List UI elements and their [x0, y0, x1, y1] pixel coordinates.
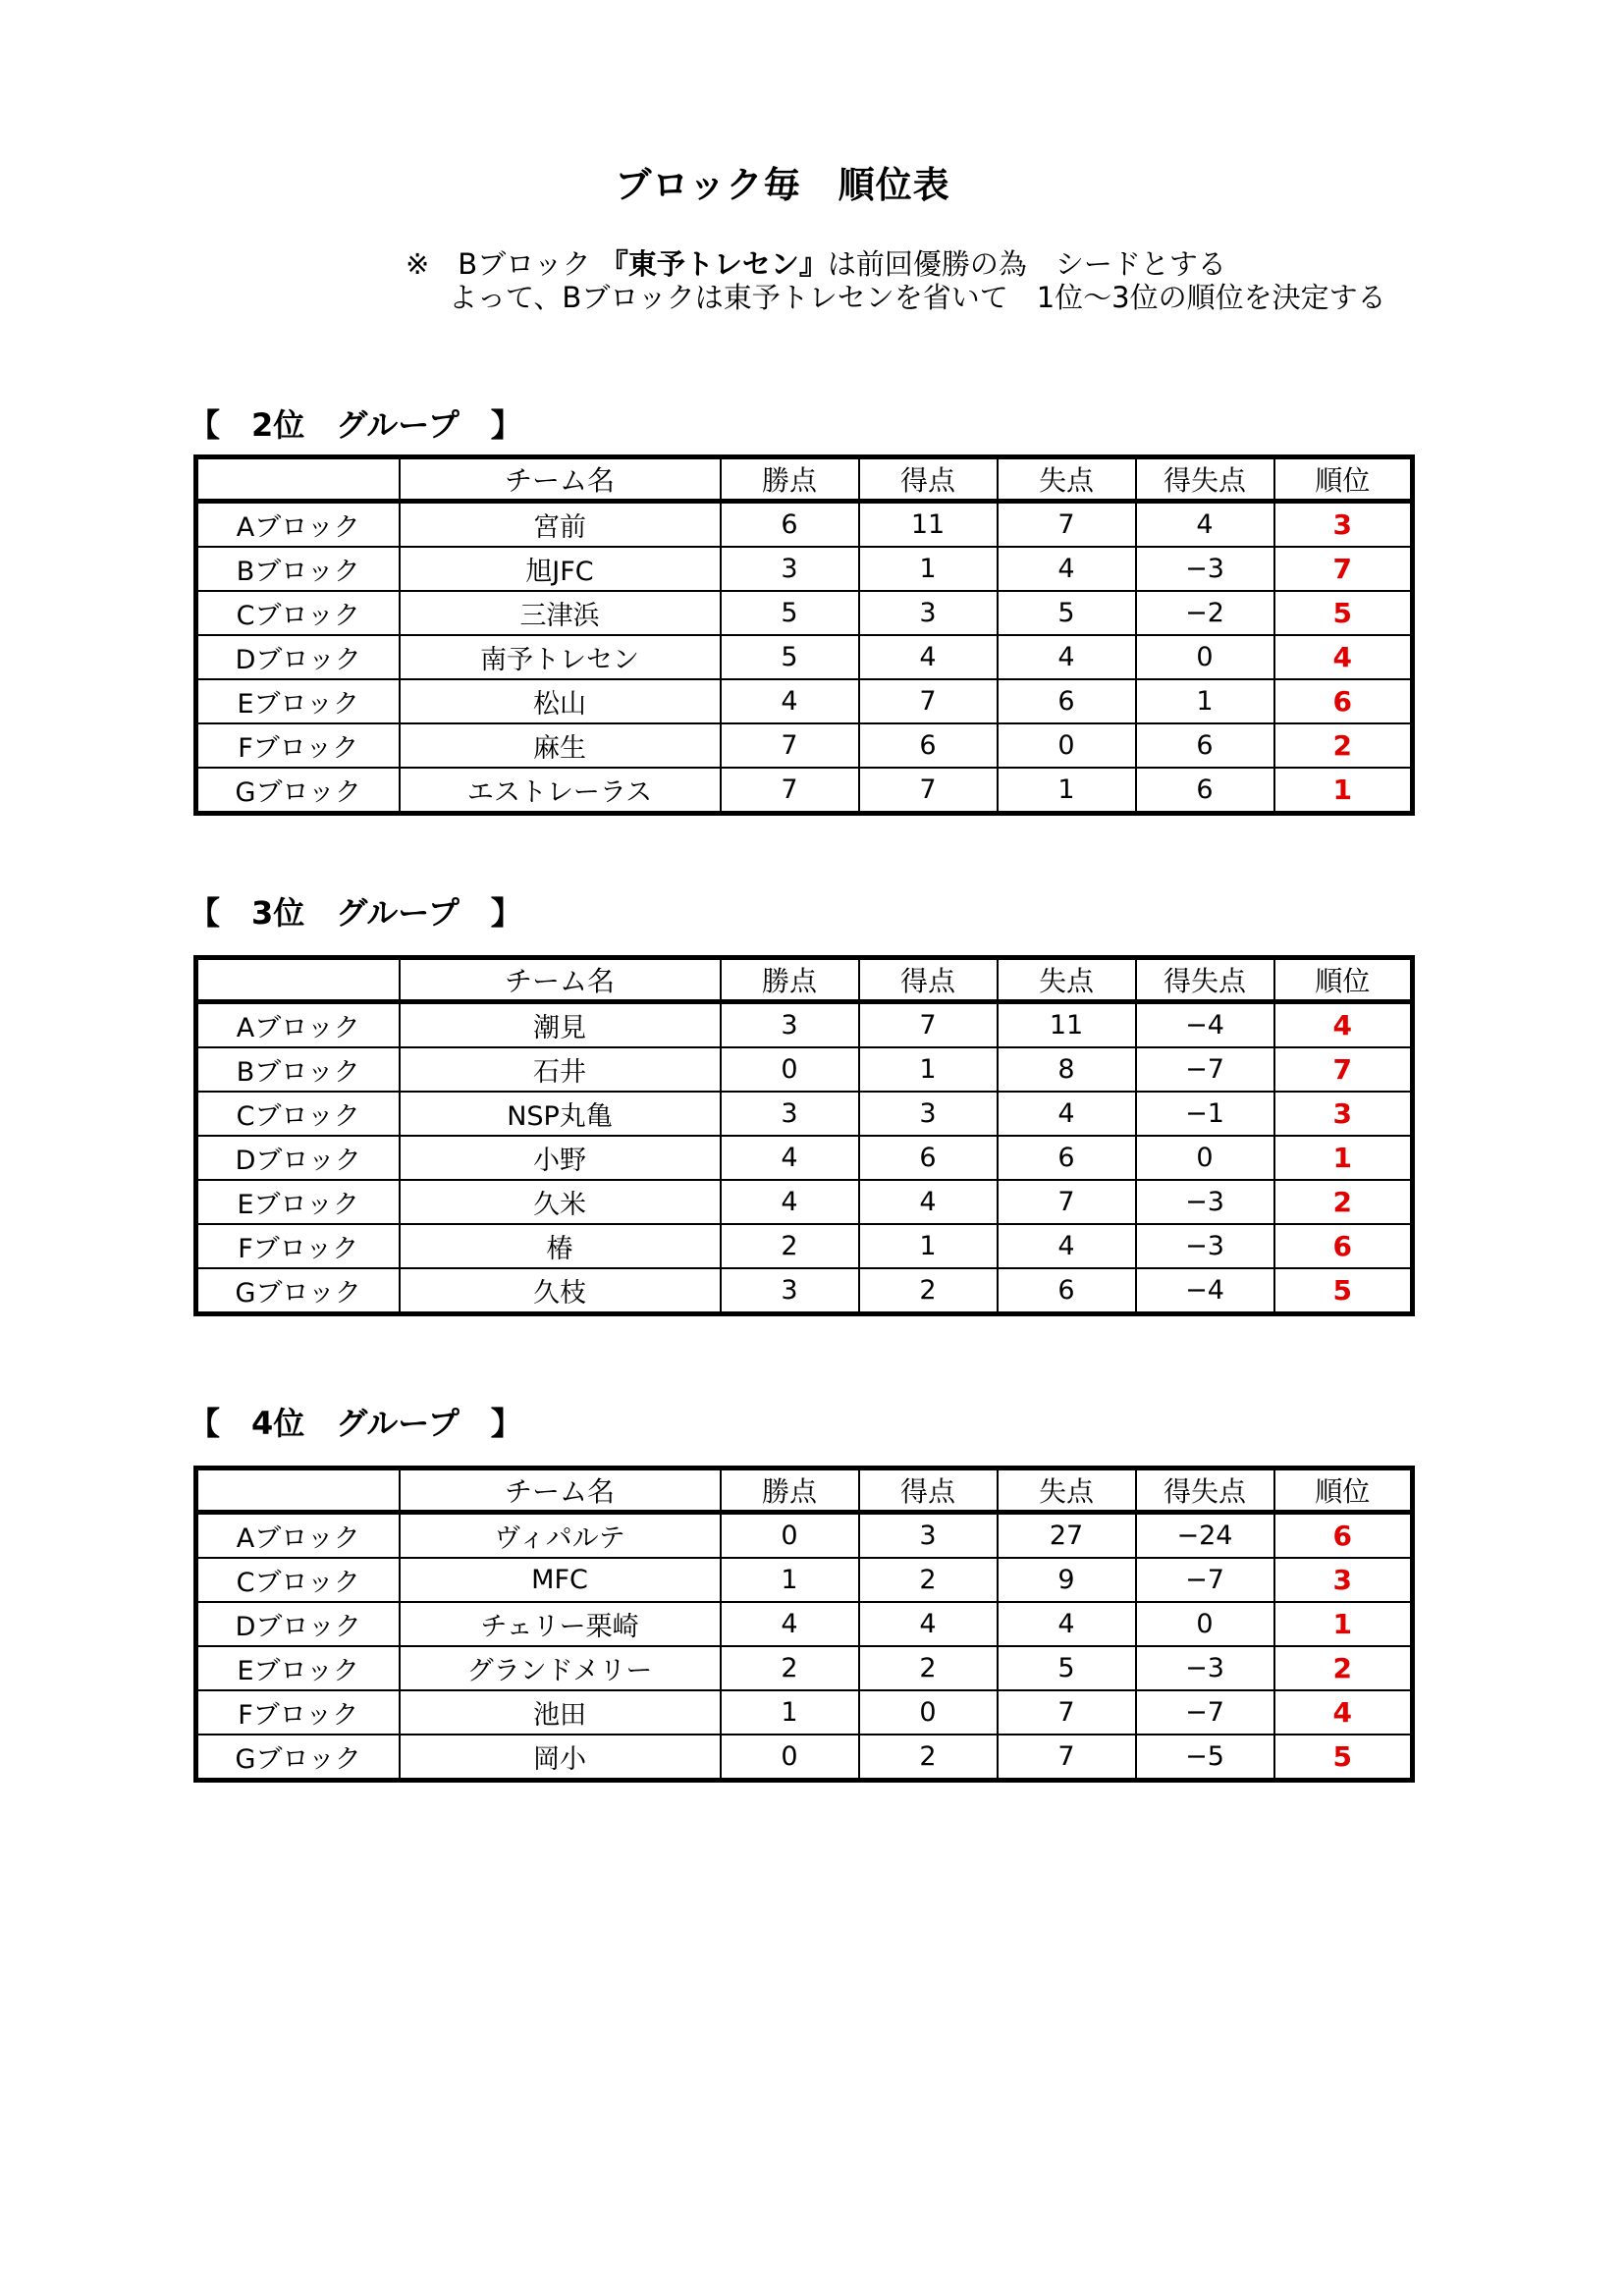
team-name-cell: 麻生	[400, 723, 721, 768]
goal-difference-cell: −4	[1136, 1002, 1274, 1048]
rank-cell: 3	[1274, 1092, 1413, 1136]
team-name-cell: MFC	[400, 1558, 721, 1602]
goal-difference-cell: −3	[1136, 1180, 1274, 1224]
goal-difference-cell: −7	[1136, 1047, 1274, 1092]
goal-difference-cell: −4	[1136, 1268, 1274, 1314]
seed-note-suffix: は前回優勝の為 シードとする	[827, 247, 1226, 281]
points-cell: 1	[721, 1690, 859, 1735]
points-cell: 3	[721, 1268, 859, 1314]
header-team-name: チーム名	[400, 958, 721, 1002]
block-cell: Eブロック	[196, 679, 400, 723]
group-heading-2nd: 【 2位 グループ 】	[189, 406, 522, 444]
goals-for-cell: 11	[859, 502, 998, 548]
block-cell: Fブロック	[196, 1690, 400, 1735]
goals-against-cell: 7	[998, 1180, 1136, 1224]
standings-table-4th	[193, 1466, 1415, 1783]
rank-cell: 2	[1274, 723, 1413, 768]
team-name-cell: 久枝	[400, 1268, 721, 1314]
block-cell: Aブロック	[196, 502, 400, 548]
goals-against-cell: 5	[998, 1646, 1136, 1690]
table-row	[196, 1513, 1413, 1559]
header-goals-for: 得点	[859, 1468, 998, 1513]
table-row	[196, 1735, 1413, 1781]
team-name-cell: ヴィパルテ	[400, 1513, 721, 1559]
points-cell: 3	[721, 1092, 859, 1136]
table-row	[196, 1002, 1413, 1048]
team-name-cell: 潮見	[400, 1002, 721, 1048]
goals-for-cell: 7	[859, 679, 998, 723]
team-name-cell: NSP丸亀	[400, 1092, 721, 1136]
table-row	[196, 1092, 1413, 1136]
rank-cell: 3	[1274, 1558, 1413, 1602]
rank-cell: 3	[1274, 502, 1413, 548]
header-points: 勝点	[721, 457, 859, 502]
block-cell: Bブロック	[196, 1047, 400, 1092]
header-rank: 順位	[1274, 457, 1413, 502]
table-row	[196, 1224, 1413, 1268]
rank-cell: 2	[1274, 1646, 1413, 1690]
team-name-cell: 旭JFC	[400, 547, 721, 591]
points-cell: 1	[721, 1558, 859, 1602]
goals-for-cell: 2	[859, 1558, 998, 1602]
standings-table-3rd	[193, 955, 1415, 1316]
block-cell: Gブロック	[196, 1268, 400, 1314]
rank-cell: 1	[1274, 768, 1413, 814]
goal-difference-cell: −3	[1136, 1646, 1274, 1690]
block-cell: Eブロック	[196, 1646, 400, 1690]
table-row	[196, 1180, 1413, 1224]
rank-cell: 5	[1274, 591, 1413, 635]
goal-difference-cell: −1	[1136, 1092, 1274, 1136]
points-cell: 2	[721, 1224, 859, 1268]
goals-against-cell: 7	[998, 1690, 1136, 1735]
seed-note-prefix: ※ Bブロック	[406, 247, 591, 281]
goals-against-cell: 4	[998, 1224, 1136, 1268]
goal-difference-cell: 0	[1136, 1602, 1274, 1646]
team-name-cell: 岡小	[400, 1735, 721, 1781]
table-row	[196, 502, 1413, 548]
seed-note	[406, 247, 1386, 314]
rank-cell: 1	[1274, 1136, 1413, 1180]
block-cell: Fブロック	[196, 1224, 400, 1268]
goals-for-cell: 1	[859, 1047, 998, 1092]
block-cell: Dブロック	[196, 1136, 400, 1180]
seed-team-name: 『東予トレセン』	[599, 247, 828, 281]
team-name-cell: 宮前	[400, 502, 721, 548]
goal-difference-cell: −3	[1136, 547, 1274, 591]
table-row	[196, 723, 1413, 768]
rank-cell: 1	[1274, 1602, 1413, 1646]
goal-difference-cell: −3	[1136, 1224, 1274, 1268]
table-row	[196, 1602, 1413, 1646]
block-cell: Cブロック	[196, 1558, 400, 1602]
goals-for-cell: 2	[859, 1646, 998, 1690]
goals-against-cell: 7	[998, 1735, 1136, 1781]
table-row	[196, 1047, 1413, 1092]
points-cell: 0	[721, 1047, 859, 1092]
rank-cell: 4	[1274, 1002, 1413, 1048]
header-team-name: チーム名	[400, 457, 721, 502]
goal-difference-cell: 0	[1136, 1136, 1274, 1180]
page-title: ブロック毎 順位表	[615, 164, 950, 206]
block-cell: Gブロック	[196, 1735, 400, 1781]
goals-against-cell: 4	[998, 635, 1136, 679]
goals-for-cell: 2	[859, 1735, 998, 1781]
points-cell: 6	[721, 502, 859, 548]
rank-cell: 6	[1274, 1513, 1413, 1559]
goals-for-cell: 1	[859, 547, 998, 591]
goals-against-cell: 0	[998, 723, 1136, 768]
goals-for-cell: 0	[859, 1690, 998, 1735]
block-cell: Dブロック	[196, 635, 400, 679]
rank-cell: 7	[1274, 547, 1413, 591]
rank-cell: 5	[1274, 1735, 1413, 1781]
goals-against-cell: 8	[998, 1047, 1136, 1092]
goals-for-cell: 3	[859, 1513, 998, 1559]
team-name-cell: 池田	[400, 1690, 721, 1735]
seed-note-line-2: よって、Bブロックは東予トレセンを省いて 1位～3位の順位を決定する	[449, 281, 1386, 314]
points-cell: 0	[721, 1513, 859, 1559]
header-goals-against: 失点	[998, 1468, 1136, 1513]
team-name-cell: チェリー栗崎	[400, 1602, 721, 1646]
goals-against-cell: 4	[998, 547, 1136, 591]
goals-for-cell: 4	[859, 635, 998, 679]
goal-difference-cell: 6	[1136, 768, 1274, 814]
table-header-row	[196, 1468, 1413, 1513]
goals-for-cell: 4	[859, 1602, 998, 1646]
goals-against-cell: 6	[998, 1268, 1136, 1314]
team-name-cell: 石井	[400, 1047, 721, 1092]
rank-cell: 7	[1274, 1047, 1413, 1092]
goal-difference-cell: −5	[1136, 1735, 1274, 1781]
header-points: 勝点	[721, 958, 859, 1002]
goals-against-cell: 6	[998, 679, 1136, 723]
goals-for-cell: 6	[859, 723, 998, 768]
goal-difference-cell: 4	[1136, 502, 1274, 548]
team-name-cell: グランドメリー	[400, 1646, 721, 1690]
table-row	[196, 1268, 1413, 1314]
goals-against-cell: 5	[998, 591, 1136, 635]
goals-against-cell: 1	[998, 768, 1136, 814]
rank-cell: 5	[1274, 1268, 1413, 1314]
goals-against-cell: 4	[998, 1602, 1136, 1646]
rank-cell: 6	[1274, 1224, 1413, 1268]
table-row	[196, 679, 1413, 723]
block-cell: Bブロック	[196, 547, 400, 591]
table-header-row	[196, 958, 1413, 1002]
header-goal-difference: 得失点	[1136, 457, 1274, 502]
points-cell: 3	[721, 547, 859, 591]
points-cell: 4	[721, 1602, 859, 1646]
goals-against-cell: 7	[998, 502, 1136, 548]
header-goals-for: 得点	[859, 958, 998, 1002]
goals-for-cell: 6	[859, 1136, 998, 1180]
table-row	[196, 547, 1413, 591]
goal-difference-cell: −2	[1136, 591, 1274, 635]
team-name-cell: 三津浜	[400, 591, 721, 635]
rank-cell: 4	[1274, 635, 1413, 679]
points-cell: 5	[721, 591, 859, 635]
team-name-cell: 久米	[400, 1180, 721, 1224]
goals-against-cell: 9	[998, 1558, 1136, 1602]
rank-cell: 2	[1274, 1180, 1413, 1224]
block-cell: Eブロック	[196, 1180, 400, 1224]
goals-for-cell: 3	[859, 1092, 998, 1136]
block-cell: Gブロック	[196, 768, 400, 814]
goals-for-cell: 4	[859, 1180, 998, 1224]
goal-difference-cell: −7	[1136, 1558, 1274, 1602]
header-block	[196, 457, 400, 502]
header-goal-difference: 得失点	[1136, 1468, 1274, 1513]
points-cell: 5	[721, 635, 859, 679]
goals-against-cell: 6	[998, 1136, 1136, 1180]
team-name-cell: 椿	[400, 1224, 721, 1268]
team-name-cell: 松山	[400, 679, 721, 723]
table-header-row	[196, 457, 1413, 502]
goals-for-cell: 7	[859, 768, 998, 814]
goal-difference-cell: −7	[1136, 1690, 1274, 1735]
header-block	[196, 1468, 400, 1513]
seed-note-line-1	[406, 247, 1386, 281]
header-goals-against: 失点	[998, 457, 1136, 502]
table-row	[196, 635, 1413, 679]
goals-against-cell: 11	[998, 1002, 1136, 1048]
points-cell: 4	[721, 1180, 859, 1224]
header-block	[196, 958, 400, 1002]
group-heading-3rd: 【 3位 グループ 】	[189, 894, 522, 932]
rank-cell: 6	[1274, 679, 1413, 723]
goal-difference-cell: 0	[1136, 635, 1274, 679]
points-cell: 0	[721, 1735, 859, 1781]
points-cell: 4	[721, 1136, 859, 1180]
table-row	[196, 1136, 1413, 1180]
block-cell: Cブロック	[196, 1092, 400, 1136]
standings-table-2nd	[193, 454, 1415, 816]
table-row	[196, 591, 1413, 635]
goal-difference-cell: 6	[1136, 723, 1274, 768]
goals-for-cell: 7	[859, 1002, 998, 1048]
header-rank: 順位	[1274, 958, 1413, 1002]
goals-for-cell: 1	[859, 1224, 998, 1268]
team-name-cell: 小野	[400, 1136, 721, 1180]
block-cell: Fブロック	[196, 723, 400, 768]
table-row	[196, 1558, 1413, 1602]
rank-cell: 4	[1274, 1690, 1413, 1735]
points-cell: 3	[721, 1002, 859, 1048]
header-goal-difference: 得失点	[1136, 958, 1274, 1002]
table-row	[196, 1690, 1413, 1735]
goals-against-cell: 27	[998, 1513, 1136, 1559]
points-cell: 4	[721, 679, 859, 723]
table-row	[196, 1646, 1413, 1690]
header-goals-against: 失点	[998, 958, 1136, 1002]
block-cell: Dブロック	[196, 1602, 400, 1646]
block-cell: Aブロック	[196, 1513, 400, 1559]
team-name-cell: 南予トレセン	[400, 635, 721, 679]
points-cell: 2	[721, 1646, 859, 1690]
points-cell: 7	[721, 723, 859, 768]
goals-for-cell: 2	[859, 1268, 998, 1314]
header-team-name: チーム名	[400, 1468, 721, 1513]
header-points: 勝点	[721, 1468, 859, 1513]
goals-against-cell: 4	[998, 1092, 1136, 1136]
table-row	[196, 768, 1413, 814]
goals-for-cell: 3	[859, 591, 998, 635]
block-cell: Cブロック	[196, 591, 400, 635]
block-cell: Aブロック	[196, 1002, 400, 1048]
points-cell: 7	[721, 768, 859, 814]
group-heading-4th: 【 4位 グループ 】	[189, 1405, 522, 1442]
goal-difference-cell: 1	[1136, 679, 1274, 723]
header-goals-for: 得点	[859, 457, 998, 502]
header-rank: 順位	[1274, 1468, 1413, 1513]
goal-difference-cell: −24	[1136, 1513, 1274, 1559]
team-name-cell: エストレーラス	[400, 768, 721, 814]
